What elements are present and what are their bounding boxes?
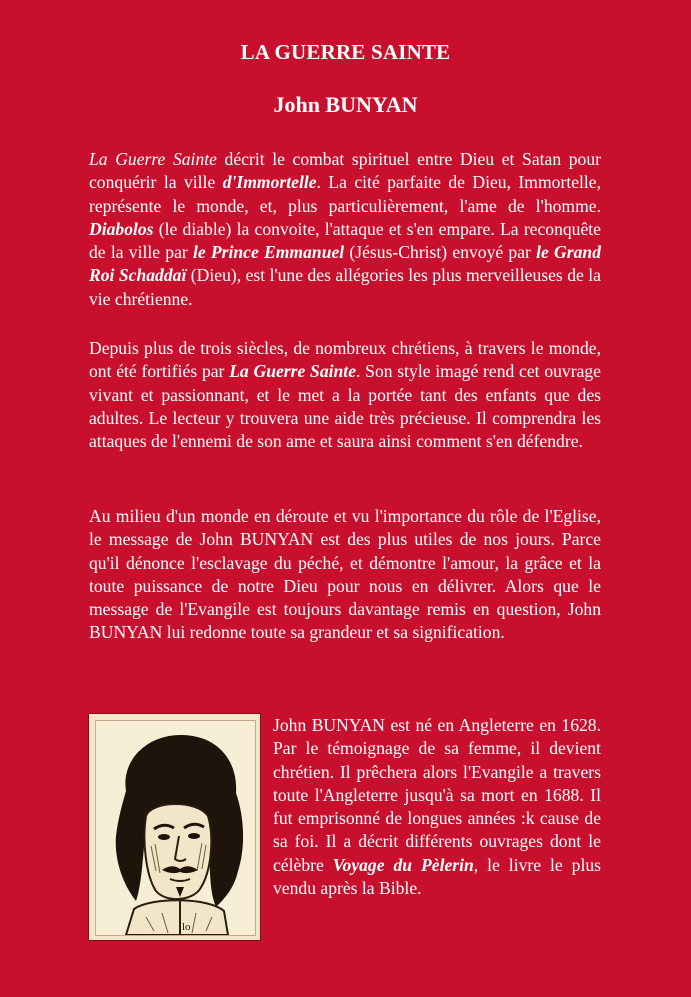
author-biography	[273, 714, 601, 900]
text: John BUNYAN est né en Angleterre en 1628. Par le témoignage de sa femme, il devient chrétien. Il prêchera alors l'Evangile a travers toute l'Angleterre jusqu'à sa mort en 1688. Il fut emprisonné de longues années :k cause de sa foi. Il a décrit différents ouvrages dont le célèbre	[273, 715, 601, 875]
text: , le livre le plus vendu après la Bible.	[273, 854, 601, 899]
book-title: LA GUERRE SAINTE	[240, 40, 451, 64]
text: Depuis plus de trois siècles, de nombreux chrétiens, à travers le monde, ont été fortifiés par	[89, 338, 601, 382]
text-italic-bold: le Grand Roi Schaddaï	[89, 242, 601, 286]
text: Au milieu d'un monde en déroute et vu l'importance du rôle de l'Eglise, le message de John BUNYAN est des plus utiles de nos jours. Parce qu'il dénonce l'esclavage du péché, et démontre l'amour, la grâce et la toute puissance de notre Dieu pour nous en délivrer. Alors que le message de l'Evangile est toujours davantage remis en question, John BUNYAN lui redonne toute sa grandeur et sa signification.	[89, 506, 601, 643]
portrait-mark: lo	[182, 921, 191, 933]
summary-paragraph-1	[89, 148, 601, 311]
text-italic-bold: d'Immortelle	[222, 172, 317, 193]
text-italic-bold: le Prince Emmanuel	[192, 242, 345, 263]
author-name: John BUNYAN	[273, 92, 418, 117]
text-italic-bold: La Guerre Sainte	[229, 361, 357, 382]
text: décrit le combat spirituel entre Dieu et Satan pour conquérir la ville	[89, 149, 601, 193]
text: . Son style imagé rend cet ouvrage vivant et passionnant, et le met a la portée tant des enfants que des adultes. Le lecteur y trouvera une aide très précieuse. Il comprendra les attaques de l'ennemi de son ame et saura ainsi comment s'en défendre.	[89, 361, 601, 452]
text: (Jésus-Christ) envoyé par	[344, 242, 537, 263]
portrait-engraving-icon	[96, 721, 255, 935]
text: (le diable) la convoite, l'attaque et s'en empare. La reconquête de la ville par	[89, 218, 601, 263]
summary-paragraph-3	[89, 505, 601, 645]
text-italic-bold: Voyage du Pèlerin	[332, 854, 474, 875]
portrait-image	[95, 720, 256, 936]
portrait-frame	[89, 714, 260, 940]
text: . La cité parfaite de Dieu, Immortelle, représente le monde, et, plus particulièrement, l'ame de l'homme.	[89, 172, 601, 216]
text-italic: La Guerre Sainte	[89, 149, 217, 169]
text: (Dieu), est l'une des allégories les plus merveilleuses de la vie chrétienne.	[89, 265, 601, 309]
summary-paragraph-2	[89, 337, 601, 453]
text-italic-bold: Diabolos	[89, 218, 154, 239]
